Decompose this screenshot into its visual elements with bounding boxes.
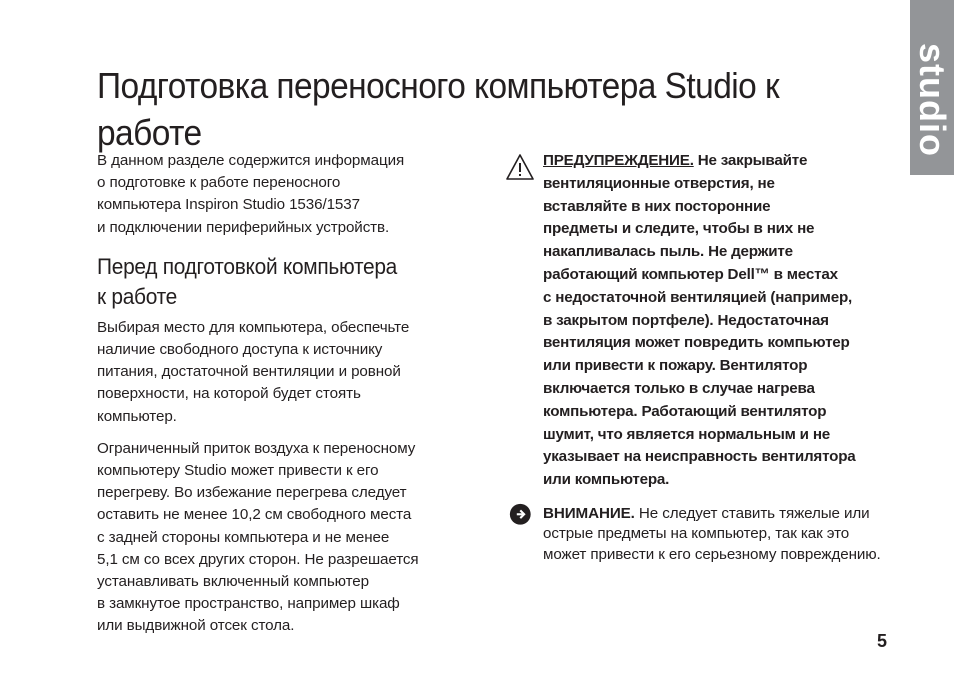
right-column [505,150,895,565]
intro-paragraph: В данном разделе содержится информация о подготовке к работе переносного компьютера Inspiron Studio 1536/1537 и подключении периферийных устройств. [97,152,405,236]
page-title: Подготовка переносного компьютера Studio к работе [97,65,780,153]
warning-notice [505,150,895,492]
left-column [97,150,487,638]
attention-notice [505,504,895,565]
attention-text [543,504,895,565]
attention-arrow-icon [509,503,535,529]
warning-label: ПРЕДУПРЕЖДЕНИЕ. [543,152,694,169]
body-paragraph: Ограниченный приток воздуха к переносному компьютеру Studio может привести к его перегреву. Во избежание перегрева следует оставить не менее 10,2 см свободного места с задней стороны компьютера и не менее 5,1 см со всех других сторон. Не разрешается устанавливать включенный компьютер в замкнутое пространство, например шкаф или выдвижной отсек стола. [97,439,419,635]
side-tab [910,0,954,175]
attention-body: Не следует ставить тяжелые или острые предметы на компьютер, так как это может привести к его серьезному повреждению. [543,504,881,563]
section-heading: Перед подготовкой компьютера к работе [97,253,398,309]
body-paragraph: Выбирая место для компьютера, обеспечьте наличие свободного доступа к источнику питания, достаточной вентиляции и ровной поверхности, на которой будет стоять компьютер. [97,318,410,425]
warning-triangle-icon [505,152,535,182]
attention-label: ВНИМАНИЕ. [543,504,635,522]
side-tab-label: studio [912,43,953,157]
page-number: 5 [877,631,888,651]
warning-body: Не закрывайте вентиляционные отверстия, не вставляйте в них посторонние предметы и следите, чтобы в них не накапливалась пыль. Не держите работающий компьютер Dell™ в местах с недостаточной вентиляцией (например, в закрытом портфеле). Недостаточная вентиляция может повредить компьютер или привести к пожару. Вентилятор включается только в случае нагрева компьютера. Работающий вентилятор шумит, что является нормальным и не указывает на неисправность вентилятора или компьютера. [543,152,856,489]
warning-text [543,150,895,492]
